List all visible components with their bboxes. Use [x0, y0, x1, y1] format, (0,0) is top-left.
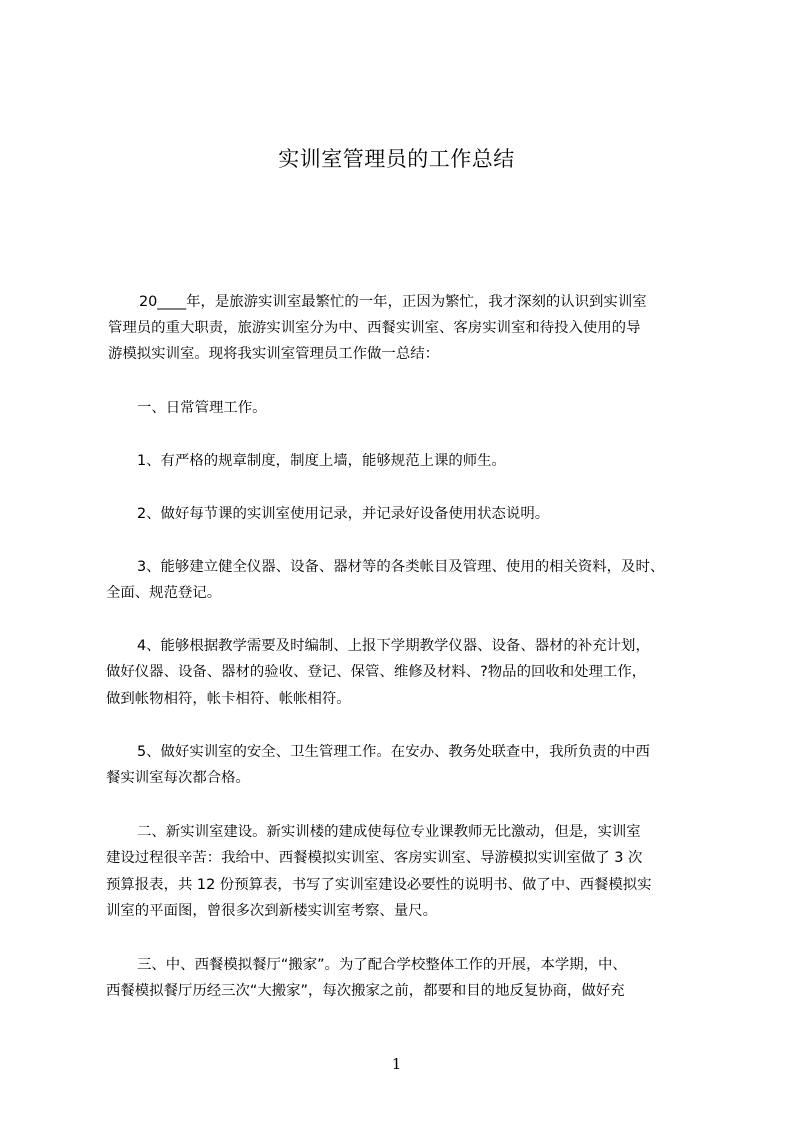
page-number: 1: [391, 1055, 402, 1073]
paragraph-line: 游模拟实训室。现将我实训室管理员工作做一总结：: [108, 346, 439, 362]
paragraph-line: 建设过程很辛苦：我给中、西餐模拟实训室、客房实训室、导游模拟实训室做了 3 次: [106, 850, 643, 866]
section-heading: 一、日常管理工作。: [137, 400, 267, 416]
paragraph-line: 做到帐物相符，帐卡相符、帐帐相符。: [106, 691, 351, 707]
list-item: 2、做好每节课的实训室使用记录，并记录好设备使用状态说明。: [137, 506, 550, 522]
section-heading: 三、中、西餐模拟餐厅“搬家”。为了配合学校整体工作的开展，本学期，中、: [137, 957, 627, 973]
paragraph-line: 管理员的重大职责，旅游实训室分为中、西餐实训室、客房实训室和待投入使用的导: [108, 320, 641, 336]
list-item: 1、有严格的规章制度，制度上墙，能够规范上课的师生。: [137, 453, 506, 469]
list-item: 3、能够建立健全仪器、设备、器材等的各类帐目及管理、使用的相关资料，及时、: [137, 559, 665, 575]
paragraph-line: 做好仪器、设备、器材的验收、登记、保管、维修及材料、?物品的回收和处理工作，: [106, 664, 647, 680]
paragraph-line: 餐实训室每次都合格。: [106, 770, 250, 786]
paragraph-line: 预算报表，共 12 份预算表，书写了实训室建设必要性的说明书、做了中、西餐模拟实: [106, 877, 652, 893]
paragraph-line: 全面、规范登记。: [106, 585, 222, 601]
section-heading: 二、新实训室建设。新实训楼的建成使每位专业课教师无比激动，但是，实训室: [137, 824, 641, 840]
document-title: 实训室管理员的工作总结: [278, 147, 515, 171]
paragraph-line: 西餐模拟餐厅历经三次“大搬家”，每次搬家之前，都要和目的地反复协商，做好充: [106, 983, 625, 999]
list-item: 4、能够根据教学需要及时编制、上报下学期教学仪器、设备、器材的补充计划，: [137, 638, 650, 654]
paragraph-line: 20____年，是旅游实训室最繁忙的一年，正因为繁忙，我才深刻的认识到实训室: [139, 294, 647, 310]
paragraph-line: 训室的平面图，曾很多次到新楼实训室考察、量尺。: [106, 903, 437, 919]
list-item: 5、做好实训室的安全、卫生管理工作。在安办、教务处联查中，我所负责的中西: [137, 744, 650, 760]
